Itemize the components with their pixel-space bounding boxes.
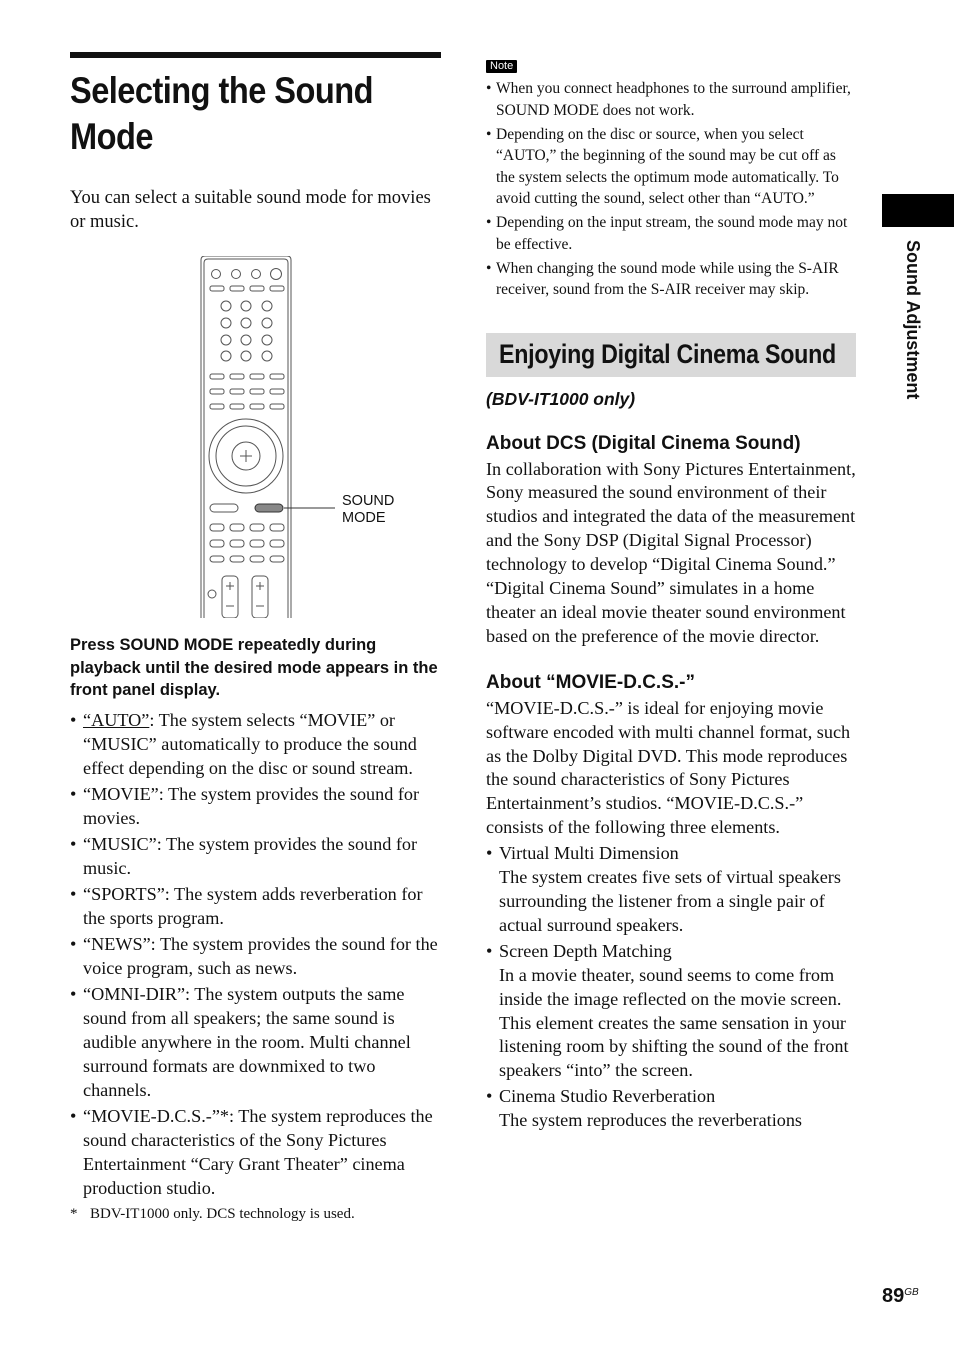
element-name: • Virtual Multi Dimension (499, 843, 679, 864)
elements-list (486, 842, 856, 1133)
list-item (70, 882, 441, 930)
mode-desc: : The system adds reverberation for the sports program. (83, 883, 423, 928)
list-item (70, 932, 441, 980)
right-column (486, 56, 856, 1135)
section-title: Enjoying Digital Cinema Sound (499, 339, 836, 369)
page-number (882, 1285, 919, 1308)
side-tab (905, 240, 927, 440)
intro-text: You can select a suitable sound mode for movies or music. (70, 188, 431, 232)
footnote-text: BDV-IT1000 only. DCS technology is used. (90, 1205, 355, 1222)
list-item (486, 940, 856, 1083)
element-desc: The system reproduces the reverberations (499, 1110, 803, 1131)
element-desc: In a movie theater, sound seems to come from inside the image reflected on the movie screen. This element creates the same sensation in your listening room by shifting the sound of the front speakers “into” the screen. (499, 964, 849, 1081)
sound-mode-list (70, 708, 441, 1200)
list-item (70, 1104, 441, 1200)
mode-desc: : The system outputs the same sound from all speakers; the same sound is audible anywhere in the room. Multi channel surround formats are downmixed to two channels. (83, 983, 411, 1100)
sound-mode-callout (342, 493, 394, 527)
list-item: • When changing the sound mode while using the S-AIR receiver, sound from the S-AIR receiver may skip. (486, 258, 856, 301)
list-item (70, 782, 441, 830)
sound-mode-button-icon (255, 504, 283, 512)
about-dcs-heading: About DCS (Digital Cinema Sound) (486, 432, 801, 454)
element-name: • Screen Depth Matching (499, 940, 672, 961)
model-only-note: (BDV-IT1000 only) (486, 388, 636, 409)
element-desc: The system creates five sets of virtual speakers surrounding the listener from a single pair of actual surround speakers. (499, 867, 841, 935)
list-item: • Depending on the disc or source, when you select “AUTO,” the beginning of the sound may be cut off as the system selects the optimum mode automatically. To avoid cutting the sound, select other than “AUTO.” (486, 124, 856, 210)
element-name: • Cinema Studio Reverberation (499, 1086, 716, 1107)
page-title: Selecting the Sound Mode (70, 70, 373, 157)
instruction-text: Press SOUND MODE repeatedly during playback until the desired mode appears in the front panel display. (70, 636, 438, 699)
note-badge: Note (486, 60, 517, 73)
callout-line1: SOUND (342, 493, 395, 509)
about-movie-text: “MOVIE-D.C.S.-” is ideal for enjoying movie software encoded with multi channel format, such as the Dolby Digital DVD. This mode reproduces the sound characteristics of Sony Pictures Entertainment’s studios. “MOVIE-D.C.S.-” consists of the following three elements. (486, 697, 851, 838)
mode-label: “MOVIE-D.C.S.-”* (83, 1105, 229, 1126)
mode-desc: : The system provides the sound for music. (83, 833, 418, 878)
left-column (70, 52, 441, 1224)
list-item (70, 708, 441, 780)
note-list (486, 78, 856, 301)
list-item: • When you connect headphones to the surround amplifier, SOUND MODE does not work. (486, 78, 856, 121)
list-item (486, 1085, 856, 1133)
page-number-suffix: GB (904, 1287, 919, 1298)
mode-desc: : The system provides the sound for movies. (83, 783, 420, 828)
list-item: • Depending on the input stream, the sound mode may not be effective. (486, 212, 856, 255)
mode-desc: : The system selects “MOVIE” or “MUSIC” automatically to produce the sound effect depending on the disc or sound stream. (83, 709, 417, 778)
remote-control-icon (70, 256, 441, 618)
mode-label: “OMNI-DIR” (83, 983, 186, 1004)
mode-label: “NEWS” (83, 933, 151, 954)
callout-line2: MODE (342, 510, 386, 526)
list-item (486, 842, 856, 938)
mode-desc: : The system reproduces the sound characteristics of the Sony Pictures Entertainment “Cary Grant Theater” cinema production studio. (83, 1105, 433, 1198)
mode-desc: : The system provides the sound for the voice program, such as news. (83, 933, 438, 978)
section-heading-box (486, 333, 856, 377)
footnote (70, 1204, 441, 1224)
mode-label: “MOVIE” (83, 783, 159, 804)
side-tab-label: Sound Adjustment (903, 240, 923, 400)
list-item (70, 982, 441, 1102)
title-rule (70, 52, 441, 58)
remote-illustration (70, 256, 441, 618)
mode-label: “SPORTS” (83, 883, 165, 904)
mode-label: “AUTO” (83, 709, 150, 730)
page-number-value: 89 (882, 1285, 905, 1307)
about-movie-heading: About “MOVIE-D.C.S.-” (486, 671, 695, 693)
mode-label: “MUSIC” (83, 833, 157, 854)
side-tab-marker (882, 194, 954, 227)
footnote-mark: * (70, 1205, 78, 1222)
list-item (70, 832, 441, 880)
about-dcs-text: In collaboration with Sony Pictures Entertainment, Sony measured the sound environment of their studios and integrated the data of the measurement and the Sony DSP (Digital Signal Processor) technology to develop “Digital Cinema Sound.” “Digital Cinema Sound” simulates in a home theater an ideal movie theater sound environment based on the preference of the movie director. (486, 458, 856, 646)
